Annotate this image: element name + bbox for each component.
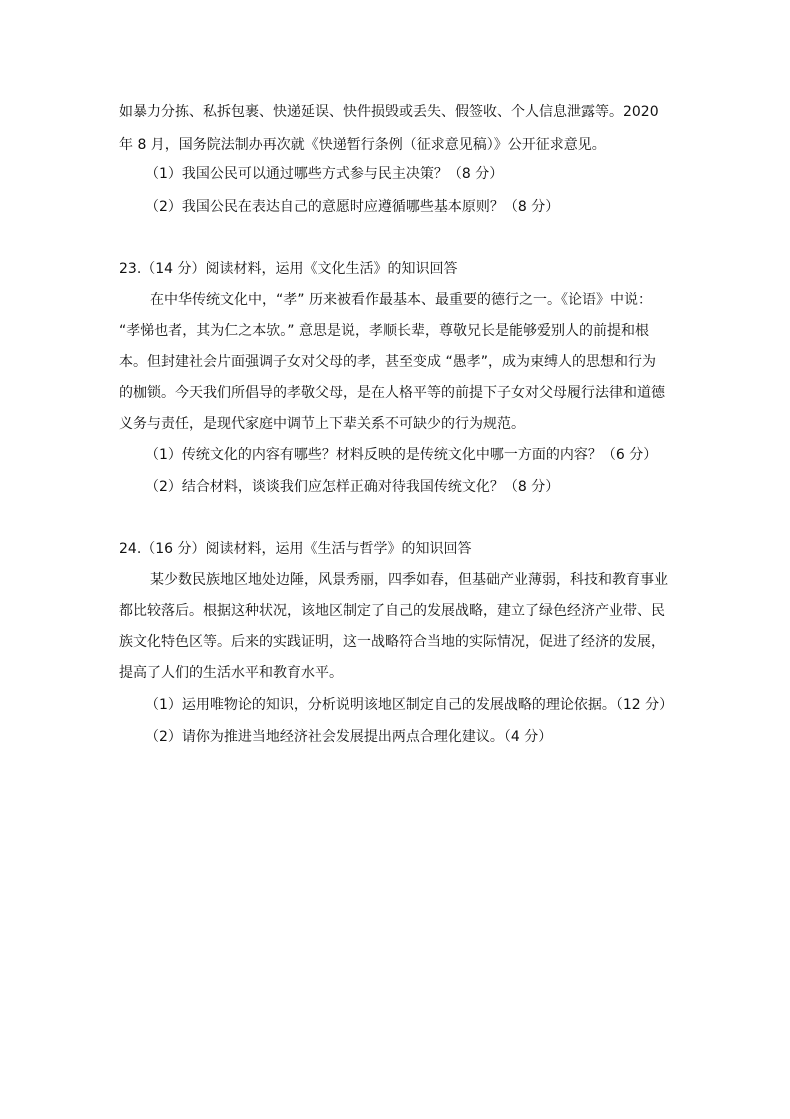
q22-sub-question-1: （1）我国公民可以通过哪些方式参与民主决策？（8 分） bbox=[145, 166, 504, 182]
q24-sub-question-1: （1）运用唯物论的知识，分析说明该地区制定自己的发展战略的理论依据。（12 分） bbox=[145, 697, 674, 713]
q24-sub-question-2: （2）请你为推进当地经济社会发展提出两点合理化建议。（4 分） bbox=[145, 729, 553, 745]
q23-header: 23.（14 分）阅读材料，运用《文化生活》的知识回答 bbox=[119, 261, 458, 277]
q24-header: 24.（16 分）阅读材料，运用《生活与哲学》的知识回答 bbox=[119, 541, 472, 557]
q24-material-line-1: 某少数民族地区地处边陲，风景秀丽，四季如春，但基础产业薄弱，科技和教育事业 bbox=[150, 572, 668, 588]
q23-material-line-1: 在中华传统文化中，“孝” 历来被看作最基本、最重要的德行之一。《论语》中说： bbox=[150, 292, 652, 308]
q23-material-line-2: “孝悌也者，其为仁之本欤。” 意思是说，孝顺长辈，尊敬兄长是能够爱别人的前提和根 bbox=[119, 323, 649, 339]
q24-material-line-2: 都比较落后。根据这种状况，该地区制定了自己的发展战略，建立了绿色经济产业带、民 bbox=[119, 603, 665, 619]
q24-material-line-4: 提高了人们的生活水平和教育水平。 bbox=[119, 665, 343, 681]
q23-sub-question-1: （1）传统文化的内容有哪些？材料反映的是传统文化中哪一方面的内容？（6 分） bbox=[145, 447, 658, 463]
q22-material-line-2: 年 8 月，国务院法制办再次就《快递暂行条例（征求意见稿）》公开征求意见。 bbox=[119, 137, 606, 153]
q22-sub-question-2: （2）我国公民在表达自己的意愿时应遵循哪些基本原则？（8 分） bbox=[145, 199, 560, 215]
q24-material-line-3: 族文化特色区等。后来的实践证明，这一战略符合当地的实际情况，促进了经济的发展， bbox=[119, 634, 665, 650]
q23-sub-question-2: （2）结合材料，谈谈我们应怎样正确对待我国传统文化？（8 分） bbox=[145, 479, 560, 495]
q23-material-line-3: 本。但封建社会片面强调子女对父母的孝，甚至变成 “愚孝”，成为束缚人的思想和行为 bbox=[119, 354, 656, 370]
q22-material-line-1: 如暴力分拣、私拆包裹、快递延误、快件损毁或丢失、假签收、个人信息泄露等。2020 bbox=[119, 104, 659, 120]
q23-material-line-4: 的枷锁。今天我们所倡导的孝敬父母，是在人格平等的前提下子女对父母履行法律和道德 bbox=[119, 385, 665, 401]
q23-material-line-5: 义务与责任，是现代家庭中调节上下辈关系不可缺少的行为规范。 bbox=[119, 416, 525, 432]
